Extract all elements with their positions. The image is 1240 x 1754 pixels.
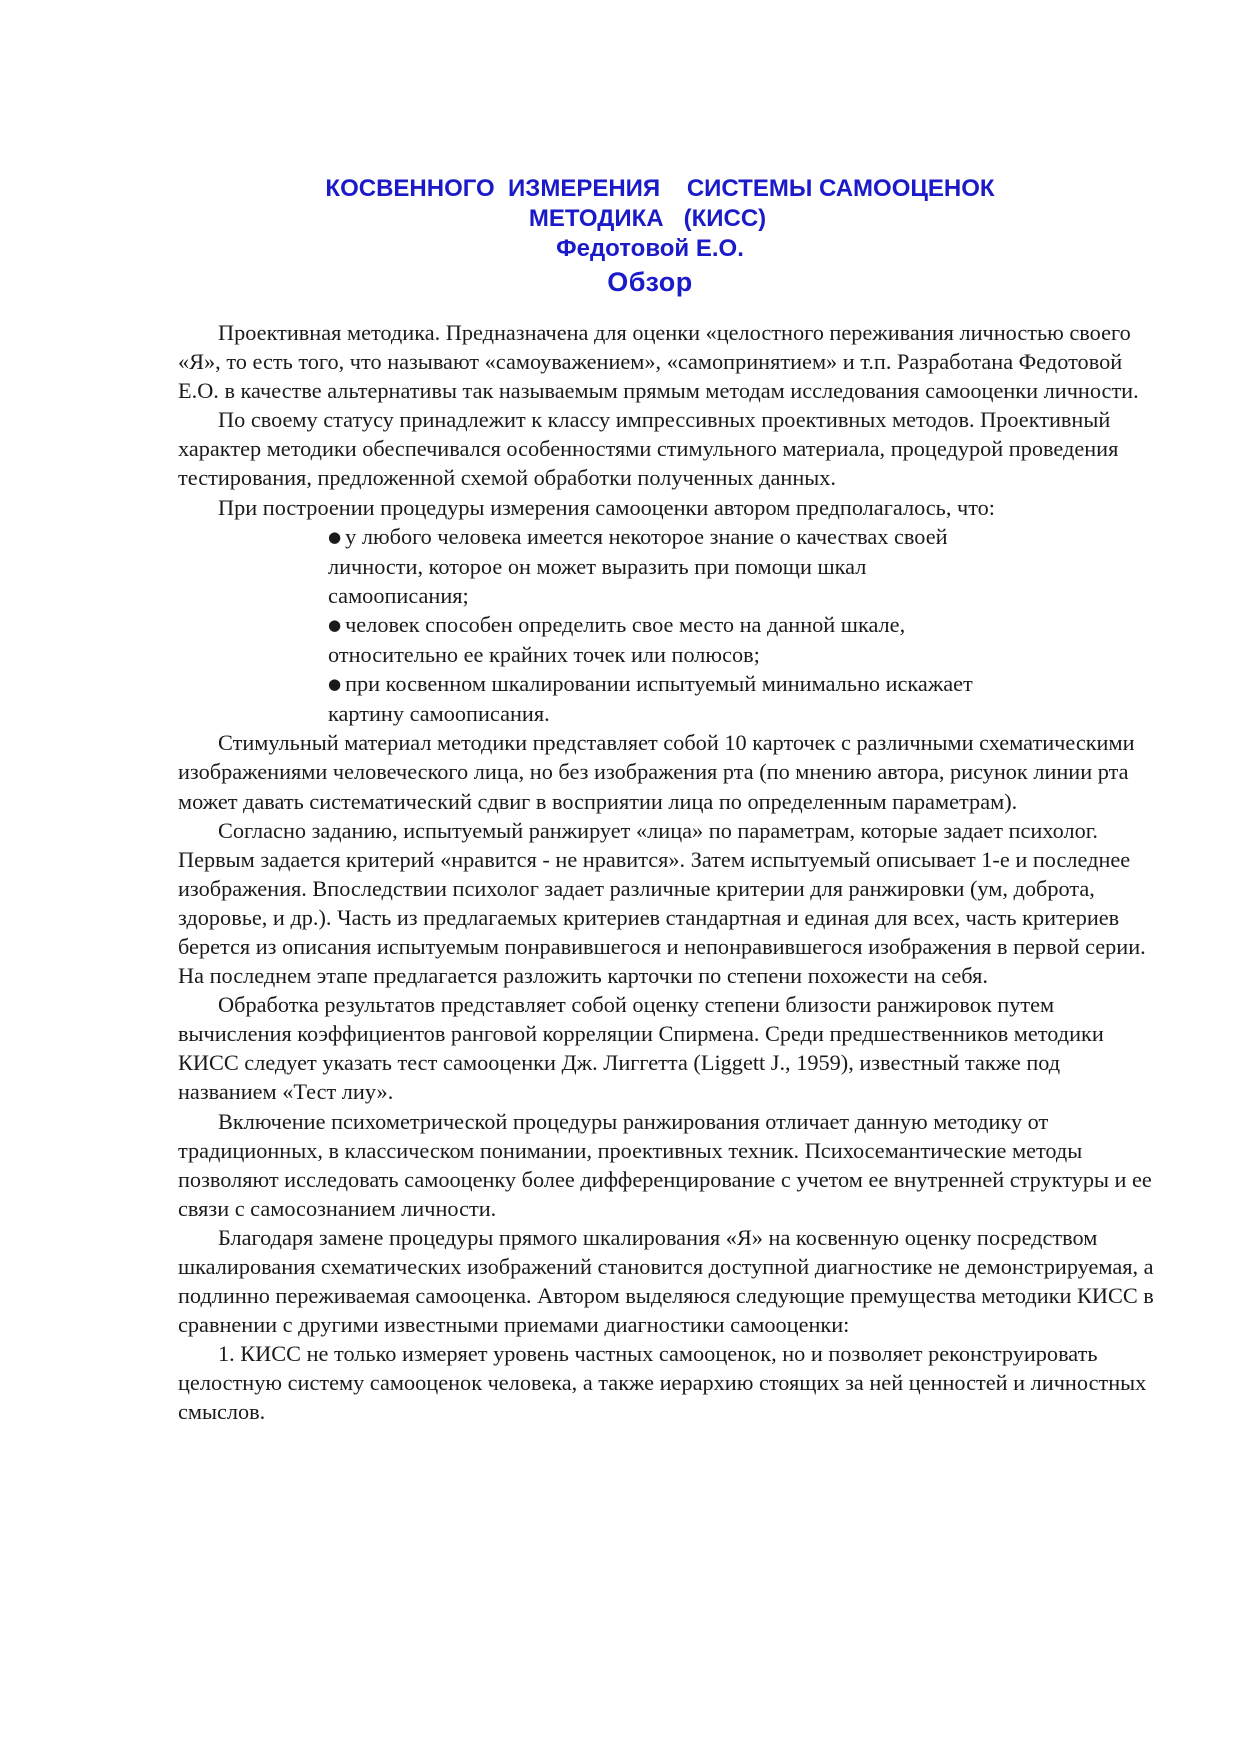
document-body — [178, 318, 1158, 1427]
bullet-list — [178, 522, 1008, 729]
bullet-text: у любого человека имеется некоторое знание о качествах своей личности, которое он может выразить при помощи шкал самоописания; — [328, 523, 948, 608]
paragraph-4: Стимульный материал методики представляет собой 10 карточек с различными схематическими изображениями человеческого лица, но без изображения рта (по мнению автора, рисунок линии рта может давать систематический сдвиг в восприятии лица по определенным параметрам). — [178, 730, 1135, 814]
paragraph-8: Благодаря замене процедуры прямого шкалирования «Я» на косвенную оценку посредством шкалирования схематических изображений становится доступной диагностике не демонстрируемая, а подлинно переживаемая самооценка. Автором выделяюся следующие премущества методики КИСС в сравнении с другими известными приемами диагностики самооценки: — [178, 1224, 1154, 1338]
paragraph-6: Обработка результатов представляет собой оценку степени близости ранжировок путем вычисления коэффициентов ранговой корреляции Спирмена. Среди предшественников методики КИСС следует указать тест самооценки Дж. Лиггетта (Liggett J., 1959), известный также под названием «Тест лиу». — [178, 992, 1104, 1105]
document-header — [0, 174, 1240, 300]
section-heading: Обзор — [607, 267, 693, 297]
bullet-dot-icon: ● — [328, 615, 342, 634]
paragraph-9: 1. КИСС не только измеряет уровень частных самооценок, но и позволяет реконструировать целостную систему самооценок человека, а также иерархию стоящих за ней ценностей и личностных смыслов. — [178, 1341, 1147, 1425]
paragraph-3: При построении процедуры измерения самооценки автором предполагалось, что: — [218, 494, 995, 520]
author-line: Федотовой Е.О. — [556, 235, 744, 262]
title-line-2: МЕТОДИКА (КИСС) — [528, 205, 767, 232]
paragraph-2: По своему статусу принадлежит к классу импрессивных проективных методов. Проективный характер методики обеспечивался особенностями стимульного материала, процедурой проведения тестирования, предложенной схемой обработки полученных данных. — [178, 407, 1119, 491]
bullet-item-3 — [328, 669, 1008, 728]
bullet-dot-icon: ● — [328, 527, 342, 546]
paragraph-5: Согласно заданию, испытуемый ранжирует «лица» по параметрам, которые задает психолог. Первым задается критерий «нравится - не нравится». Затем испытуемый описывает 1-е и последнее изображения. Впоследствии психолог задает различные критерии для ранжировки (ум, доброта, здоровье, и др.). Часть из предлагаемых критериев стандартная и единая для всех, часть критериев берется из описания испытуемым понравившегося и непонравившегося изображения в первой серии. На последнем этапе предлагается разложить карточки по степени похожести на себя. — [178, 817, 1146, 989]
bullet-item-2 — [328, 610, 1008, 669]
bullet-text: при косвенном шкалировании испытуемый минимально искажает картину самоописания. — [328, 671, 973, 727]
bullet-dot-icon: ● — [328, 675, 342, 694]
title-line-1: КОСВЕННОГО ИЗМЕРЕНИЯ СИСТЕМЫ САМООЦЕНОК — [325, 175, 995, 202]
bullet-text: человек способен определить свое место на данной шкале, относительно ее крайних точек или полюсов; — [328, 611, 906, 668]
paragraph-1: Проективная методика. Предназначена для оценки «целостного переживания личностью своего «Я», то есть того, что называют «самоуважением», «самопринятием» и т.п. Разработана Федотовой Е.О. в качестве альтернативы так называемым прямым методам исследования самооценки личности. — [178, 320, 1139, 404]
paragraph-7: Включение психометрической процедуры ранжирования отличает данную методику от традиционных, в классическом понимании, проективных техник. Психосемантические методы позволяют исследовать самооценку более дифференцирование с учетом ее внутренней структуры и ее связи с самосознанием личности. — [178, 1108, 1152, 1221]
bullet-item-1 — [328, 522, 1008, 610]
